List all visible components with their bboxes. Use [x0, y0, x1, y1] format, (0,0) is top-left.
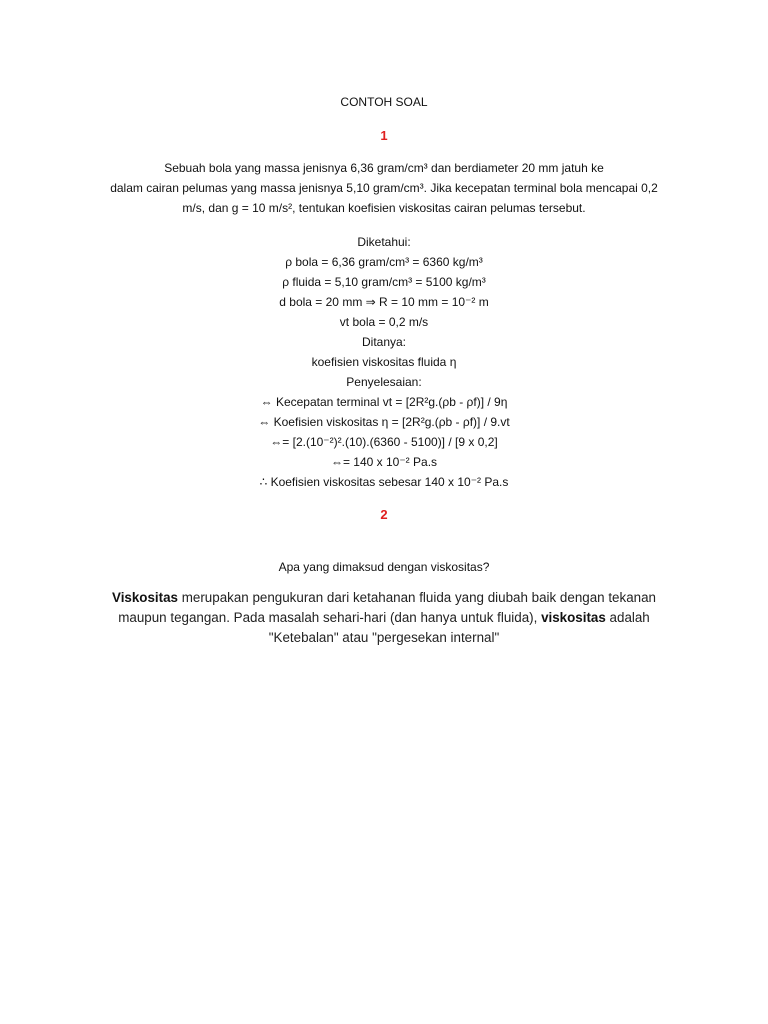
- given-rho-fluid: ρ fluida = 5,10 gram/cm³ = 5100 kg/m³: [282, 275, 486, 289]
- given-rho-ball: ρ bola = 6,36 gram/cm³ = 6360 kg/m³: [285, 255, 483, 269]
- problem-1-number: 1: [380, 128, 388, 143]
- solution-step: ⇔ Koefisien viskositas η = [2R²g.(ρb - ρf)] / 9.vt: [258, 415, 510, 429]
- answer-text: merupakan pengukuran dari ketahanan fluida yang diubah baik dengan tekanan maupun tegangan. Pada masalah sehari-hari (dan hanya untuk fluida),: [118, 590, 656, 625]
- asked-heading: Ditanya:: [361, 335, 407, 349]
- problem-2-question: Apa yang dimaksud dengan viskositas?: [278, 560, 490, 574]
- given-diameter: d bola = 20 mm ⇒ R = 10 mm = 10⁻² m: [279, 295, 489, 309]
- solution-step: ⇔ Kecepatan terminal vt = [2R²g.(ρb - ρf)] / 9η: [260, 395, 508, 409]
- given-velocity: vt bola = 0,2 m/s: [339, 315, 429, 329]
- page-title: CONTOH SOAL: [340, 95, 428, 109]
- problem-1-statement-line: dalam cairan pelumas yang massa jenisnya 5,10 gram/cm³. Jika kecepatan terminal bola mencapai 0,2: [110, 181, 658, 195]
- given-heading: Diketahui:: [357, 235, 411, 249]
- answer-term: Viskositas: [112, 590, 179, 605]
- solution-conclusion: ∴ Koefisien viskositas sebesar 140 x 10⁻² Pa.s: [259, 475, 509, 489]
- problem-2-number: 2: [380, 507, 388, 522]
- asked-text: koefisien viskositas fluida η: [311, 355, 457, 369]
- answer-term: viskositas: [541, 610, 606, 625]
- problem-2-answer: [90, 588, 678, 648]
- problem-1-statement-line: m/s, dan g = 10 m/s², tentukan koefisien viskositas cairan pelumas tersebut.: [182, 201, 586, 215]
- answer-text: adalah "Ketebalan" atau "pergesekan internal": [268, 610, 650, 645]
- problem-1-statement-line: Sebuah bola yang massa jenisnya 6,36 gram/cm³ dan berdiameter 20 mm jatuh ke: [164, 161, 604, 175]
- solution-heading: Penyelesaian:: [346, 375, 422, 389]
- solution-step: ⇔= 140 x 10⁻² Pa.s: [330, 455, 438, 469]
- solution-step: ⇔= [2.(10⁻²)².(10).(6360 - 5100)] / [9 x 0,2]: [270, 435, 498, 449]
